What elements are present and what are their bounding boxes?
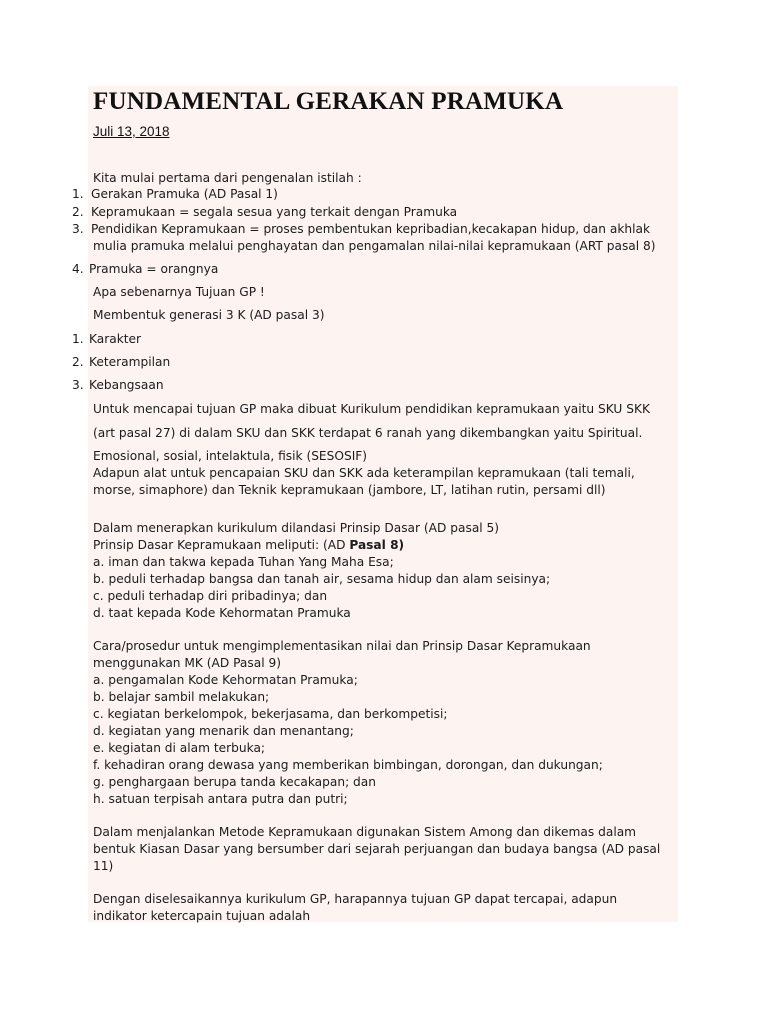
page-title: FUNDAMENTAL GERAKAN PRAMUKA — [93, 88, 564, 115]
list-number: 1. — [72, 332, 84, 346]
post-date-link[interactable]: Juli 13, 2018 — [93, 124, 170, 139]
paragraph-line: Untuk mencapai tujuan GP maka dibuat Kurikulum pendidikan kepramukaan yaitu SKU SKK — [93, 402, 650, 416]
question-text: Apa sebenarnya Tujuan GP ! — [93, 285, 265, 299]
principle-heading — [93, 537, 404, 553]
principle-heading-text: Prinsip Dasar Kepramukaan meliputi: (AD — [93, 538, 350, 552]
list-number: 2. — [72, 205, 84, 219]
list-item: a. pengamalan Kode Kehormatan Pramuka; — [93, 673, 358, 687]
list-item: f. kehadiran orang dewasa yang memberikan bimbingan, dorongan, dan dukungan; — [93, 758, 603, 772]
list-item-continuation: mulia pramuka melalui penghayatan dan pengamalan nilai-nilai kepramukaan (ART pasal 8) — [93, 239, 656, 253]
list-item: h. satuan terpisah antara putra dan putri; — [93, 792, 348, 806]
list-item: Pramuka = orangnya — [89, 262, 219, 276]
list-item: b. belajar sambil melakukan; — [93, 690, 270, 704]
list-item: d. taat kepada Kode Kehormatan Pramuka — [93, 606, 351, 620]
list-item: Kepramukaan = segala sesua yang terkait dengan Pramuka — [91, 205, 458, 219]
list-number: 3. — [72, 378, 84, 392]
list-number: 4. — [72, 262, 84, 276]
list-item: Gerakan Pramuka (AD Pasal 1) — [91, 187, 278, 201]
list-item: d. kegiatan yang menarik dan menantang; — [93, 724, 354, 738]
list-item: Keterampilan — [89, 355, 171, 369]
paragraph-line: morse, simaphore) dan Teknik kepramukaan (jambore, LT, latihan rutin, persami dll) — [93, 483, 606, 497]
paragraph-line: indikator ketercapain tujuan adalah — [93, 909, 311, 923]
principle-heading-bold: Pasal 8) — [349, 538, 405, 552]
paragraph-line: Adapun alat untuk pencapaian SKU dan SKK ada keterampilan kepramukaan (tali temali, — [93, 466, 635, 480]
list-number: 2. — [72, 355, 84, 369]
list-item: Karakter — [89, 332, 142, 346]
paragraph-line: (art pasal 27) di dalam SKU dan SKK terdapat 6 ranah yang dikembangkan yaitu Spiritual. — [93, 426, 643, 440]
paragraph-line: bentuk Kiasan Dasar yang bersumber dari sejarah perjuangan dan budaya bangsa (AD pasal — [93, 842, 661, 856]
paragraph-line: menggunakan MK (AD Pasal 9) — [93, 656, 281, 670]
paragraph-line: Dalam menerapkan kurikulum dilandasi Prinsip Dasar (AD pasal 5) — [93, 521, 500, 535]
list-item: e. kegiatan di alam terbuka; — [93, 741, 266, 755]
list-number: 1. — [72, 187, 84, 201]
goal-text: Membentuk generasi 3 K (AD pasal 3) — [93, 308, 325, 322]
list-item: a. iman dan takwa kepada Tuhan Yang Maha Esa; — [93, 555, 394, 569]
intro-text: Kita mulai pertama dari pengenalan istilah : — [93, 171, 362, 185]
list-item: c. peduli terhadap diri pribadinya; dan — [93, 589, 328, 603]
list-item: c. kegiatan berkelompok, bekerjasama, dan berkompetisi; — [93, 707, 448, 721]
list-number: 3. — [72, 222, 84, 236]
paragraph-line: Dalam menjalankan Metode Kepramukaan digunakan Sistem Among dan dikemas dalam — [93, 825, 637, 839]
paragraph-line: Dengan diselesaikannya kurikulum GP, harapannya tujuan GP dapat tercapai, adapun — [93, 892, 618, 906]
paragraph-line: Emosional, sosial, intelaktula, fisik (SESOSIF) — [93, 449, 368, 463]
list-item: g. penghargaan berupa tanda kecakapan; dan — [93, 775, 376, 789]
list-item: Kebangsaan — [89, 378, 164, 392]
list-item: Pendidikan Kepramukaan = proses pembentukan kepribadian,kecakapan hidup, dan akhlak — [91, 222, 651, 236]
paragraph-line: Cara/prosedur untuk mengimplementasikan nilai dan Prinsip Dasar Kepramukaan — [93, 639, 591, 653]
paragraph-line: 11) — [93, 859, 114, 873]
list-item: b. peduli terhadap bangsa dan tanah air, sesama hidup dan alam seisinya; — [93, 572, 551, 586]
